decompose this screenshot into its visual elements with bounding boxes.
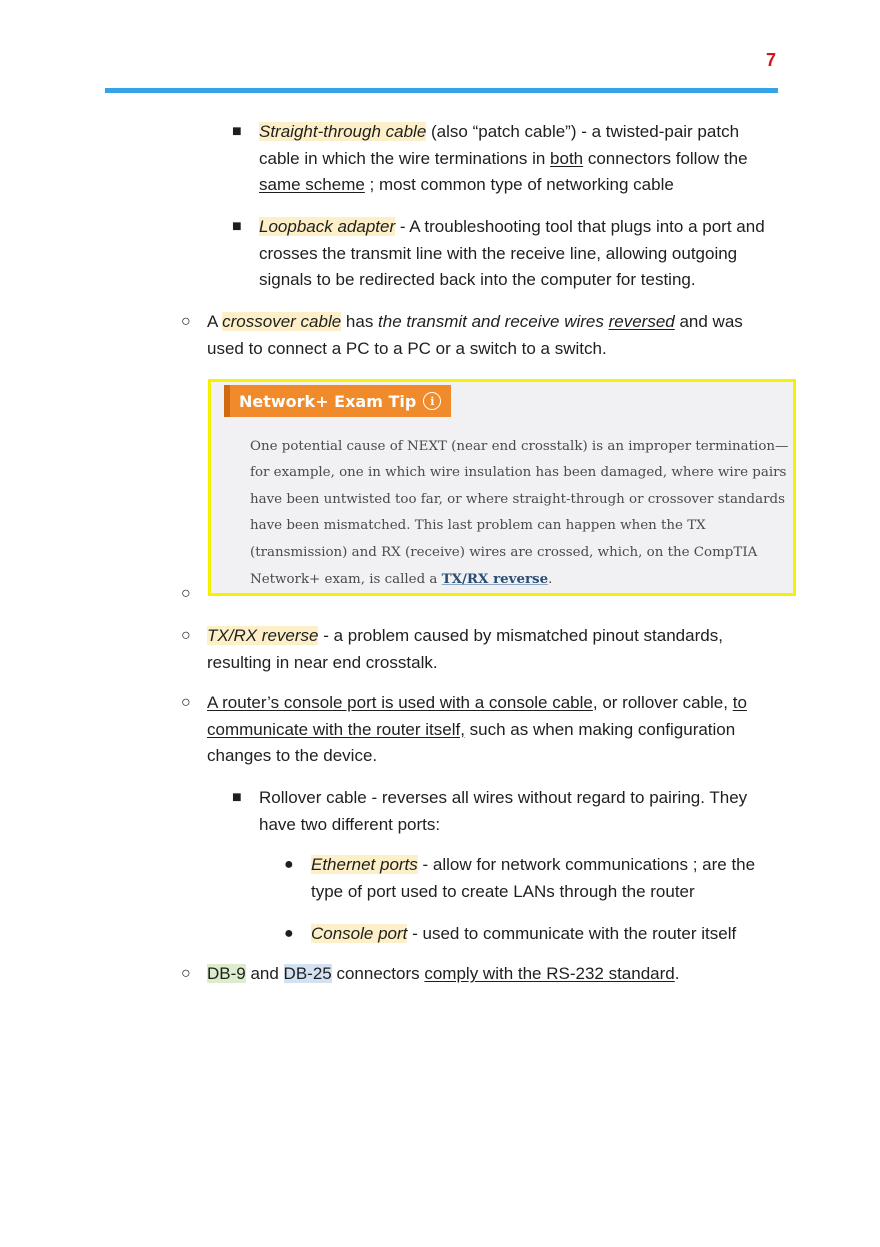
item-emphasis: the transmit and receive wires xyxy=(378,312,609,331)
term-crossover-cable: crossover cable xyxy=(222,312,342,331)
page-number: 7 xyxy=(765,50,776,70)
item-text: - allow for network communications ; are the type of port used to create LANs through the router xyxy=(311,855,756,901)
term-db25: DB-25 xyxy=(283,964,332,983)
dot-bullet: ● xyxy=(284,856,294,873)
item-underlined: A router’s console port is used with a console cable xyxy=(207,693,593,712)
item-text: (also “patch cable”) - a twisted-pair patch cable in which the wire terminations in xyxy=(259,122,740,168)
item-text: ; most common type of networking cable xyxy=(364,175,674,194)
item-text: and xyxy=(245,964,284,983)
item-text: - A troubleshooting tool that plugs into a port and crosses the transmit line with the receive line, allowing outgoing signals to be redirected back into the computer for testing. xyxy=(259,217,765,289)
square-bullet: ■ xyxy=(232,218,242,235)
item-text: has xyxy=(341,312,379,331)
list-item-crossover xyxy=(207,309,767,362)
exam-tip-term: TX/RX reverse xyxy=(441,571,549,588)
item-text: - used to communicate with the router itself xyxy=(407,924,737,943)
term-db9: DB-9 xyxy=(207,964,246,983)
item-text: . xyxy=(674,964,680,983)
term-loopback-adapter: Loopback adapter xyxy=(259,217,396,236)
term-ethernet-ports: Ethernet ports xyxy=(311,855,418,874)
list-item-rollover xyxy=(259,785,769,838)
item-text: A xyxy=(207,312,223,331)
circle-bullet: ○ xyxy=(181,694,191,711)
list-item-console-port xyxy=(311,921,781,948)
item-underlined: same scheme xyxy=(259,175,365,194)
list-item-straight-through xyxy=(259,119,779,199)
circle-bullet: ○ xyxy=(181,585,191,602)
term-console-port: Console port xyxy=(311,924,408,943)
exam-tip-header xyxy=(224,385,451,417)
term-txrx-reverse: TX/RX reverse xyxy=(207,626,319,645)
square-bullet: ■ xyxy=(232,789,242,806)
dot-bullet: ● xyxy=(284,925,294,942)
list-item-router xyxy=(207,690,772,770)
circle-bullet: ○ xyxy=(181,627,191,644)
item-text: and was used to connect a PC to a PC or a switch to a switch. xyxy=(207,312,743,358)
exam-tip-tail: . xyxy=(548,572,553,588)
exam-tip-title: Network+ Exam Tip xyxy=(239,391,417,411)
exam-tip-body xyxy=(250,434,790,593)
item-text: such as when making configuration changes to the device. xyxy=(207,719,736,765)
square-bullet: ■ xyxy=(232,123,242,140)
exam-tip-figure xyxy=(208,379,796,596)
term-straight-through: Straight-through cable xyxy=(259,122,427,141)
item-text: Rollover cable - reverses all wires without regard to pairing. They have two different ports: xyxy=(259,788,748,834)
item-underlined: to communicate with the router itself, xyxy=(207,693,747,739)
exam-tip-header-bar xyxy=(224,385,230,417)
header-rule xyxy=(105,88,778,93)
item-text: connectors follow the xyxy=(583,148,748,168)
item-text: , or rollover cable, xyxy=(592,693,733,712)
circle-bullet: ○ xyxy=(181,313,191,330)
item-emphasis-underlined: reversed xyxy=(608,312,675,331)
item-text: - a problem caused by mismatched pinout standards, resulting in near end crosstalk. xyxy=(207,626,723,672)
circle-bullet: ○ xyxy=(181,965,191,982)
exam-tip-text: One potential cause of NEXT (near end crosstalk) is an improper termination—for example, one in which wire insulation has been damaged, where wire pairs have been untwisted too far, or where straight-through or crossover standards have been mismatched. This last problem can happen when the TX (transmission) and RX (receive) wires are crossed, which, on the CompTIA Network+ exam, is called a xyxy=(250,439,789,588)
item-underlined: both xyxy=(550,148,584,168)
list-item-ethernet-ports xyxy=(311,852,781,905)
item-text: connectors xyxy=(331,964,425,983)
list-item-loopback xyxy=(259,214,784,294)
list-item-db-connectors xyxy=(207,961,772,988)
info-icon: i xyxy=(423,392,441,410)
list-item-txrx xyxy=(207,623,752,676)
item-underlined: comply with the RS-232 standard xyxy=(424,964,675,983)
